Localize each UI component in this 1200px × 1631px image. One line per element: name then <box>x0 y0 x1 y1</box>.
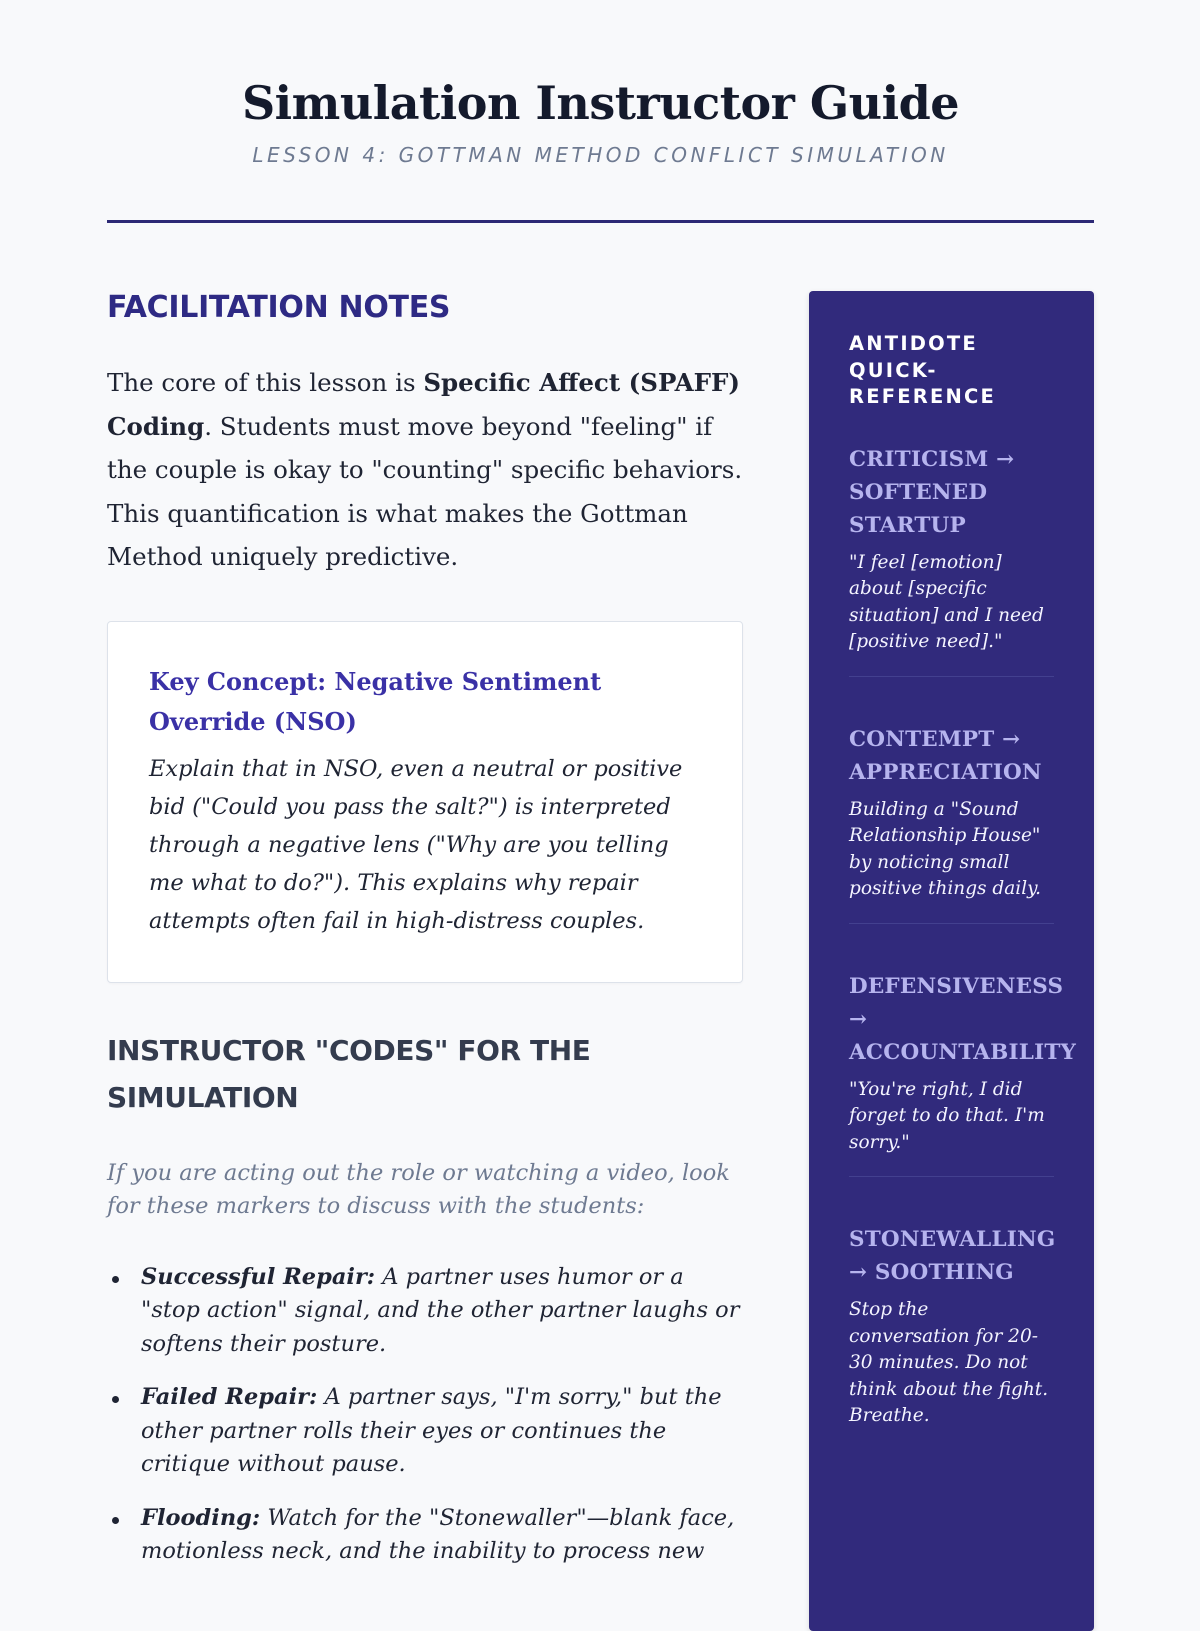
intro-rest: . Students must move beyond "feeling" if the couple is okay to "counting" specific behaviors. This quantification is what makes the Gottman Method uniquely predictive. <box>107 411 743 571</box>
antidote-item-defensiveness <box>849 970 1077 1178</box>
list-item <box>107 1381 743 1482</box>
antidote-item-stonewalling <box>849 1223 1054 1450</box>
antidote-item-contempt <box>849 723 1054 924</box>
code-text: A partner uses humor or a "stop action" signal, and the other partner laughs or softens their posture. <box>141 1263 740 1357</box>
intro-bold-term: Specific Affect (SPAFF) Coding <box>107 368 740 441</box>
key-concept-box <box>107 621 743 983</box>
page-subtitle: LESSON 4: GOTTMAN METHOD CONFLICT SIMULATION <box>252 142 949 167</box>
antidote-description: "You're right, I did forget to do that. I'm sorry." <box>849 1078 1045 1153</box>
key-concept-body: Explain that in NSO, even a neutral or positive bid ("Could you pass the salt?") is interpreted through a negative lens ("Why are you telling me what to do?"). This explains why repair attempts often fail in high-distress couples. <box>149 755 683 934</box>
page-header <box>107 78 1094 167</box>
antidote-sidebar <box>809 291 1094 1631</box>
code-term: Failed Repair: <box>141 1384 318 1410</box>
antidote-heading: DEFENSIVENESS → ACCOUNTABILITY <box>849 973 1077 1065</box>
code-text: A partner says, "I'm sorry," but the other partner rolls their eyes or continues the critique without pause. <box>141 1384 722 1477</box>
instructor-codes-heading: INSTRUCTOR "CODES" FOR THE SIMULATION <box>107 1033 591 1114</box>
antidote-heading: CONTEMPT → APPRECIATION <box>849 726 1042 785</box>
facilitation-intro <box>107 361 743 579</box>
antidote-description: Building a "Sound Relationship House" by noticing small positive things daily. <box>849 798 1042 899</box>
antidote-item-criticism <box>849 443 1054 677</box>
antidote-description: "I feel [emotion] about [specific situation] and I need [positive need]." <box>849 551 1044 652</box>
antidote-description: Stop the conversation for 20-30 minutes. Do not think about the fight. Breathe. <box>849 1299 1049 1426</box>
bullet-icon <box>112 1276 119 1283</box>
code-term: Flooding: <box>141 1504 261 1531</box>
bullet-icon <box>112 1517 119 1524</box>
code-text: Watch for the "Stonewaller"—blank face, motionless neck, and the inability to process new <box>141 1504 735 1564</box>
instructor-codes-list <box>107 1261 743 1569</box>
main-column <box>107 290 743 1589</box>
antidote-heading: STONEWALLING → SOOTHING <box>849 1227 1056 1285</box>
sidebar-title: ANTIDOTE QUICK-REFERENCE <box>849 332 997 408</box>
list-item <box>107 1502 743 1569</box>
page-title: Simulation Instructor Guide <box>241 76 960 130</box>
antidote-heading: CRITICISM → SOFTENED STARTUP <box>849 446 1015 538</box>
intro-lead: The core of this lesson is <box>107 368 424 397</box>
instructor-codes-intro: If you are acting out the role or watching a video, look for these markers to discuss with the students: <box>107 1159 730 1219</box>
facilitation-notes-heading: FACILITATION NOTES <box>107 290 451 325</box>
bullet-icon <box>112 1396 119 1403</box>
header-divider <box>107 220 1094 223</box>
key-concept-title: Key Concept: Negative Sentiment Override (NSO) <box>149 666 602 736</box>
code-term: Successful Repair: <box>141 1263 376 1290</box>
list-item <box>107 1261 743 1362</box>
